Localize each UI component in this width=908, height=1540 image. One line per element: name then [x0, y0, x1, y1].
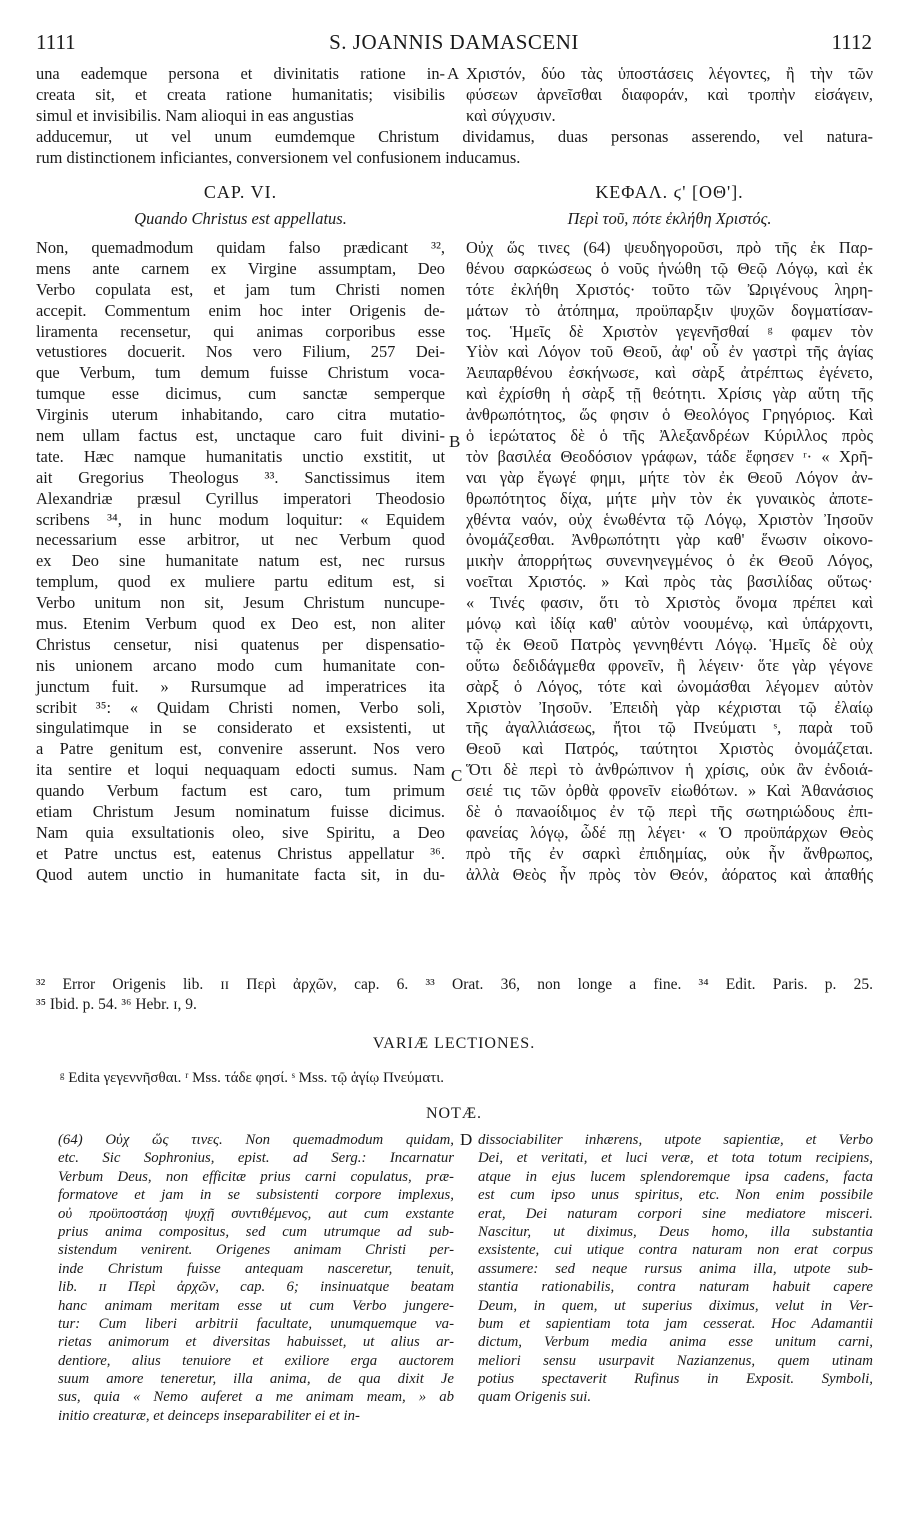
greek-body-column-line: θρωπότητος δίχα, μήτε μὴν τὸν ἐκ γυναικὸς ἀποτε- — [466, 488, 873, 508]
intro-latin-column-line: una eademque persona et divinitatis ratione in- — [36, 64, 445, 83]
greek-body-column-line: καὶ ἐχρίσθη ἡ σὰρξ τῇ θεότητι. Χρίσις γὰρ αὕτη τῆς — [466, 384, 873, 404]
latin-body-column-line: templum, quod ex muliere partu editum est, si — [36, 572, 445, 592]
greek-body-column-line: Ὅτι δὲ περὶ τὸ ἀνθρώπινον ἡ χρίσις, οὐκ ἂν ἐνδοιά- — [466, 760, 873, 780]
intro-full-width-text-line: adducemur, ut vel unum eumdemque Christum dividamus, duas personas asserendo, vel naturа- — [36, 127, 873, 146]
latin-body-column-line: liramenta recensetur, qui animas corporibus esse — [36, 321, 445, 341]
notae-right-column-line: stantia rationabilis, contra naturam habuit capere — [478, 1279, 873, 1296]
notae-left-column-line: dentiore, alius tenuiore et exiliore erga auctorem — [58, 1352, 454, 1369]
latin-body-column-line: junctum fuit. » Rursumque ad imperatrices ita — [36, 676, 445, 696]
latin-body-column-line: ex Deo sine humanitate natum est, nec rursus — [36, 551, 445, 571]
latin-body-column-line: mens ante carnem ex Virgine assumptam, Deo — [36, 258, 445, 278]
notae-left-column-line: tur: Cum liberi arbitrii facultate, unumquemque va- — [58, 1315, 454, 1332]
latin-body-column-line: ait Gregorius Theologus ³³. Sanctissimus item — [36, 467, 445, 487]
latin-body-column-line: et Patre unctus est, eatenus Christus appellatur ³⁶. — [36, 843, 445, 863]
latin-body-column-line: accepit. Commentum enim hoc inter Origenis de- — [36, 300, 445, 320]
greek-chapter-subheading: Περὶ τοῦ, πότε ἐκλήθη Χριστός. — [567, 209, 772, 228]
footnotes-line: ³⁵ Ibid. p. 54. ³⁶ Hebr. ɪ, 9. — [36, 996, 197, 1013]
notae-right-column-line: erat, Dei naturam corpori sine mediatore misceri. — [478, 1205, 873, 1222]
latin-body-column-line: que Verbum, tum demum fuisse Christum voca- — [36, 363, 445, 383]
margin-letter-c: C — [451, 766, 463, 785]
greek-body-column-line: ἀνθρωπότητος, ὥς φησιν ὁ Θεολόγος Γρηγόριος. Καὶ — [466, 405, 873, 425]
greek-body-column-line: χθέντα ναόν, οὐχ ἑνωθέντα τῷ Λόγῳ, Χριστὸν Ἰησοῦν — [466, 509, 873, 529]
greek-body-column-line: ὀνομάζεσθαι. Ἀνθρωπότητι γὰρ καθ' ἕνωσιν οἰκονο- — [466, 530, 873, 550]
notae-right-column-line: assumere: sed neque rursus anima illa, utpote sub- — [478, 1260, 873, 1277]
notae-heading: NOTÆ. — [425, 1105, 483, 1122]
greek-body-column-line: πρὸ τῆς ἐν σαρκὶ ἐπιδημίας, οὐκ ἦν ἄνθρωπος, — [466, 843, 873, 863]
notae-right-column-line: atque in ejus lucem splendoremque ipsa cadens, facta — [478, 1168, 873, 1185]
running-title: S. JOANNIS DAMASCENI — [329, 30, 579, 54]
intro-greek-column-line: καὶ σύγχυσιν. — [466, 105, 556, 125]
notae-right-column-line: Nascitur, ut diximus, Deus homo, illa substantia — [478, 1223, 873, 1240]
greek-body-column-line: θένου σαρκώσεως ὁ νοῦς ἡνώθη τῷ Θεῷ Λόγῳ, καὶ ἐκ — [466, 258, 873, 278]
latin-body-column-line: Quod autem unctio in humanitate facta sit, in du- — [36, 864, 445, 884]
notae-right-column-line: exsistente, cui utique contra naturam non erat corpus — [478, 1242, 873, 1259]
variae-lectiones-text: ᵍ Edita γεγεννῆσθαι. ʳ Mss. τάδε φησί. ˢ Mss. τῷ ἁγίῳ Πνεύματι. — [60, 1070, 445, 1086]
latin-body-column-line: nis unionem arcano modo cum humanitate con- — [36, 655, 445, 675]
intro-latin-column — [36, 64, 445, 127]
latin-body-column-line: tate. Hæc namque humanitatis unctio exstitit, ut — [36, 446, 445, 466]
greek-body-column-line: Υἱὸν καὶ Λόγον τοῦ Θεοῦ, ἀφ' οὗ ἐν γαστρὶ τῆς ἁγίας — [466, 342, 873, 362]
greek-body-column-line: φανείας λόγῳ, ὧδέ πῃ λέγει· « Ὁ προϋπάρχων Θεὸς — [466, 822, 873, 842]
greek-chapter-heading: ΚΕΦΑΛ. ϛ' [ΟΘ']. — [595, 182, 744, 202]
greek-body-column-line: σειέ τις τῶν ὀρθὰ φρονεῖν εἰωθότων. » Καὶ Ἀθανάσιος — [466, 781, 873, 801]
intro-greek-column-line: φύσεων ἀρνεῖσθαι διαφοράν, καὶ τροπὴν εἰσάγειν, — [466, 84, 873, 104]
notae-left-column-line: inde Christum fuisse antequam nasceretur, tenuit, — [58, 1260, 454, 1277]
variae-lectiones-heading: VARIÆ LECTIONES. — [372, 1035, 536, 1052]
margin-letter-b: B — [449, 432, 461, 451]
latin-body-column-line: Verbo unitum non sit, Jesum Christum nuncupe- — [36, 593, 445, 613]
notae-right-column-line: potius spectaverit Rufinus in Exposit. Symboli, — [478, 1371, 873, 1388]
intro-greek-column-line: Χριστόν, δύο τὰς ὑποστάσεις λέγοντες, ἢ τὴν τῶν — [466, 64, 873, 83]
latin-body-column-line: Alexandriæ præsul Cyrillus imperatori Theodosio — [36, 488, 445, 508]
notae-left-column-line: lib. ɪɪ Περὶ ἀρχῶν, cap. 6; insinuatque beatam — [58, 1279, 454, 1296]
notae-right-column-line: meliori sensu usurpavit Nazianzenus, quem utinam — [478, 1352, 873, 1369]
greek-body-column-line: μικὴν ἀπορρήτως συνενηνεγμένος ὁ ἐκ Θεοῦ Λόγος, — [466, 551, 873, 571]
notae-right-column-line: bum et sapientiam tota jam cesserat. Hoc Adamantii — [478, 1315, 873, 1332]
latin-body-column — [36, 238, 445, 886]
notae-left-column-line: initio creaturæ, et deinceps inseparabiliter ei et in- — [58, 1407, 360, 1424]
greek-body-column-line: ναι γὰρ ἔγωγέ φημι, μήτε τὸν ἐκ Θεοῦ Λόγον ἀν- — [466, 467, 873, 487]
intro-full-width-text-line: rum distinctionem inficiantes, conversionem vel confusionem inducamus. — [36, 147, 521, 167]
notae-left-column-line: Verbum Deus, non efficitæ prius carni copulatus, præ- — [58, 1168, 454, 1185]
page-number-right: 1112 — [831, 30, 872, 54]
greek-body-column-line: Θεοῦ καὶ Πατρός, ταύτητοι Χριστὸς ὀνομάζεται. — [466, 739, 873, 759]
intro-latin-column-line: creata sit, et creata ratione humanitatis; visibilis — [36, 84, 445, 104]
greek-body-column-line: « Τινές φασιν, ὅτι τὸ Χριστὸς ὄνομα πρέπει καὶ — [466, 593, 873, 613]
greek-body-column-line: μόνῳ καὶ ἰδίᾳ καθ' αὑτὸν νοουμένῳ, καὶ ὑπάρχοντι, — [466, 614, 873, 634]
greek-body-column-line: τος. Ἡμεῖς δὲ Χριστὸν γεγενῆσθαί ᵍ φαμεν τὸν — [466, 321, 873, 341]
greek-body-column-line: τὸν βασιλέα Θεοδόσιον γράφων, τάδε ἔφησεν ʳ· « Χρῆ- — [466, 446, 873, 466]
greek-body-column-line: σὰρξ ὁ Λόγος, τότε καὶ ὠνομάσθαι λέγομεν αὐτὸν — [466, 676, 873, 696]
notae-right-column-line: dictum, Verbum media anima esse unitum carni, — [478, 1334, 873, 1351]
latin-body-column-line: mus. Etenim Verbum quod ex Deo est, non aliter — [36, 614, 445, 634]
footnotes-line: ³² Error Origenis lib. ɪɪ Περὶ ἀρχῶν, cap. 6. ³³ Orat. 36, non longe a fine. ³⁴ Edit. Paris. p. 25. — [36, 976, 873, 993]
greek-body-column-line: Ἀειπαρθένου ἐσκήνωσε, καὶ σὰρξ ἀτρέπτως ἐγένετο, — [466, 363, 873, 383]
notae-left-column-line: sus, quia « Nemo auferet a me animam meam, » ab — [58, 1389, 454, 1406]
greek-body-column-line: ὁ ἱερώτατος δὲ ὁ τῆς Ἀλεξανδρέων Κύριλλος πρὸς — [466, 426, 873, 446]
notae-left-column-line: (64) Οὐχ ὥς τινες. Non quemadmodum quidam, — [58, 1132, 454, 1148]
latin-body-column-line: etiam Christum Jesum nominatum fuisse dicimus. — [36, 802, 445, 822]
latin-body-column-line: tumque esse dicimus, cum sanctæ semperque — [36, 384, 445, 404]
notae-left-column — [58, 1131, 454, 1425]
notae-right-column-line: Deum, in quem, ut superius diximus, velut in Ver- — [478, 1297, 873, 1314]
page-number-left: 1111 — [36, 30, 76, 54]
intro-full-width-text — [36, 127, 873, 169]
notae-right-column-line: est cum ipso unus spiritus, etc. Non enim possibile — [478, 1187, 873, 1204]
notae-left-column-line: sistendum venirent. Origenes animam Christi per- — [58, 1242, 454, 1259]
notae-left-column-line: hanc animam meritam esse ut cum Verbo jungere- — [58, 1297, 454, 1314]
notae-right-column-line: quam Origenis sui. — [478, 1389, 592, 1406]
latin-body-column-line: Verbo copulata est, et jam tum Christi nomen — [36, 279, 445, 299]
latin-body-column-line: Non, quemadmodum quidam falso prædicant ³², — [36, 238, 445, 257]
latin-body-column-line: a Patre genitum est, convenire asserunt. Nos vero — [36, 739, 445, 759]
footnotes — [36, 975, 873, 1015]
notae-right-column-line: Dei, et veritati, et luci veræ, et tota totum recipiens, — [478, 1150, 873, 1167]
notae-left-column-line: rietas animorum et diversitas habuisset, ut alius ar- — [58, 1334, 454, 1351]
latin-chapter-subheading: Quando Christus est appellatus. — [134, 209, 347, 228]
greek-body-column-line: μάτων τὸ ἀτόπημα, προϋπαρξιν ψυχῶν δογματίσαν- — [466, 300, 873, 320]
notae-left-column-line: suum amore teneretur, illa anima, de qua dixit Je — [58, 1371, 454, 1388]
greek-body-column-line: Οὐχ ὥς τινες (64) ψευδηγοροῦσι, πρὸ τῆς ἐκ Παρ- — [466, 238, 873, 257]
notae-left-column-line: etc. Sic Sophronius, epist. ad Serg.: Incarnatur — [58, 1150, 454, 1167]
latin-body-column-line: nem ullam factus est, unctaque caro fuit divini- — [36, 426, 445, 446]
notae-left-column-line: οὐ προϋποστάσῃ ψυχῇ συντιθέμενος, aut cum exstante — [58, 1205, 454, 1222]
greek-body-column-line: δὲ ὁ πανaοίδιμος ἐν τῷ περὶ τῆς σωτηριώδους ἐπι- — [466, 802, 873, 822]
latin-body-column-line: Nam quia exsultationis oleo, sive Spiritu, a Deo — [36, 822, 445, 842]
latin-body-column-line: scribit ³⁵: « Quidam Christi nomen, Verbo soli, — [36, 697, 445, 717]
notae-left-column-line: prius anima compositus, sed cum utrumque ad sub- — [58, 1223, 454, 1240]
greek-body-column-line: οὕτω δεδιδάγμεθα φρονεῖν, ἢ λέγειν· ὅτε γὰρ γέγονε — [466, 655, 873, 675]
intro-latin-column-line: simul et invisibilis. Nam alioqui in eas angustias — [36, 105, 354, 125]
latin-body-column-line: vetustiores docuerit. Nos vero Filium, 257 Dei- — [36, 342, 445, 362]
latin-body-column-line: singulatimque in se considerato et exsistenti, ut — [36, 718, 445, 738]
greek-body-column-line: τότε ἐκλήθη Χριστός· τοῦτο τῶν Ὠριγένους ληρη- — [466, 279, 873, 299]
greek-body-column-line: νοεῖται Χριστός. » Καὶ πρὸς τὰς βασιλίδας οὕτως· — [466, 572, 873, 592]
greek-body-column-line: ἀλλὰ Θεὸς ἦν πρὸς τὸν Θεόν, ἀόρατος καὶ ἀπαθής — [466, 864, 873, 884]
notae-left-column-line: formatove et jam in se subsistenti corpore implexus, — [58, 1187, 454, 1204]
latin-body-column-line: Virginis uterum inhabitando, caro citra mutatio- — [36, 405, 445, 425]
greek-body-column-line: Χριστὸν Ἰησοῦν. Ἐπειδὴ γὰρ κέχρισται τῷ ἐλαίῳ — [466, 697, 873, 717]
margin-letter-a: A — [447, 64, 460, 83]
latin-body-column-line: Christus censetur, nisi quatenus per dispensatio- — [36, 634, 445, 654]
margin-letter-d: D — [460, 1130, 473, 1149]
notae-right-column — [478, 1131, 873, 1407]
greek-body-column-line: τῆς ἀγαλλιάσεως, ἤτοι τῷ Πνεύματι ˢ, παρὰ τοῦ — [466, 718, 873, 738]
latin-body-column-line: quando Verbum factum est caro, tum primum — [36, 781, 445, 801]
latin-body-column-line: scribens ³⁴, in hunc modum loquitur: « Equidem — [36, 509, 445, 529]
notae-right-column-line: dissociabiliter inhærens, utpote sapientiæ, et Verbo — [478, 1132, 873, 1148]
intro-greek-column — [466, 64, 873, 127]
latin-chapter-heading: CAP. VI. — [203, 182, 278, 202]
latin-body-column-line: necessarium esse arbitror, ut nec Verbum quod — [36, 530, 445, 550]
greek-body-column — [466, 238, 873, 886]
running-header — [36, 30, 872, 60]
latin-body-column-line: ita sentire et loqui nequaquam edocti sumus. Nam — [36, 760, 445, 780]
greek-body-column-line: τῷ ἐκ Θεοῦ Πατρὸς γεννηθέντι Λόγῳ. Ἡμεῖς δὲ οὐχ — [466, 634, 873, 654]
